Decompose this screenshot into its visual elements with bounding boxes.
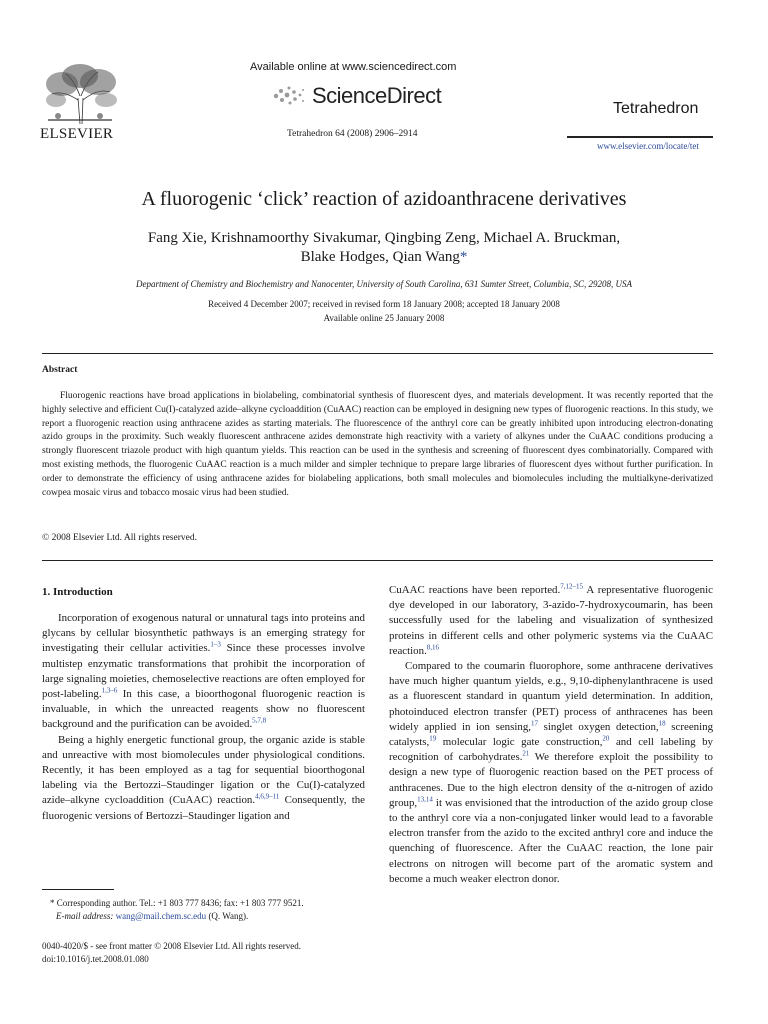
citation-ref[interactable]: 20 [602,734,610,743]
intro-paragraph-2: Being a highly energetic functional group, the organic azide is stable and unreactive with most biomolecules under physiological conditions. Recently, it has been employed as a tag for sequential bioorthogonal labeling via the Bertozzi–Staudinger ligation or the Cu(I)-catalyzed azide–alkyne cycloaddition (CuAAC) reaction.$^{4,6,9-11}$ Consequently, the fluorogenic versions of Bertozzi–Staudinger ligation and [42,733,365,822]
sciencedirect-wordmark: ScienceDirect [312,83,442,108]
publisher-name: ELSEVIER [40,126,114,142]
received-dates: Received 4 December 2007; received in revised form 18 January 2008; accepted 18 January 2008 [208,299,560,309]
sciencedirect-dots-icon [272,85,306,107]
sciencedirect-logo[interactable] [272,83,441,109]
citation-ref[interactable]: 13,14 [417,795,433,804]
citation-ref[interactable]: 8,16 [426,643,440,652]
citation-ref[interactable]: 18 [658,719,666,728]
citation-ref[interactable]: 19 [429,734,437,743]
email-line [42,910,372,923]
available-online-text: Available online at www.sciencedirect.com [250,61,457,73]
citation-ref[interactable]: 21 [522,749,530,758]
abstract-bottom-rule [42,560,713,561]
intro-paragraph-3: CuAAC reactions have been reported.$^{7,12-15}$ A representative fluorogenic dye developed in our laboratory, 3-azido-7-hydroxycoumarin, has been successfully used for the labeling and visualization of synthesized proteins in different cells and other polymeric systems via the CuAAC reaction.$^{8,16}$ [389,582,713,657]
abstract-top-rule [42,353,713,354]
journal-citation: Tetrahedron 64 (2008) 2906–2914 [287,129,418,139]
email-owner: (Q. Wang). [206,911,249,921]
corresponding-author-mark[interactable]: * [459,249,468,265]
citation-ref[interactable]: 7,12–15 [560,582,583,591]
authors-line-1: Fang Xie, Krishnamoorthy Sivakumar, Qingbing Zeng, Michael A. Bruckman, [147,230,621,246]
intro-paragraph-1: Incorporation of exogenous natural or unnatural tags into proteins and glycans by cellular biosynthetic pathways is an emerging strategy for investigating their cellular activities.$^{1-3}$ Since these processes involve multistep enzymatic transformations that prohibit the incorporation of large signaling moieties, chemoselective reactions are often employed for post-labeling.$^{1,3-6}$ In this case, a bioorthogonal fluorogenic reaction is invaluable, in which the unreacted reagents show no fluorescent background and the purification can be avoided.$^{5,7,8}$ [42,612,365,731]
author-affiliation: Department of Chemistry and Biochemistry and Nanocenter, University of South Carolina, 631 Sumter Street, Columbia, SC, 29208, USA [135,279,633,289]
available-online-date: Available online 25 January 2008 [323,313,445,323]
elsevier-tree-logo [38,60,122,126]
abstract-heading: Abstract [42,365,78,375]
abstract-body: Fluorogenic reactions have broad applications in biolabeling, combinatorial synthesis of fluorescent dyes, and materials development. It was recently reported that the highly selective and efficient Cu(I)-catalyzed azide–alkyne cycloaddition (CuAAC) reaction can be employed in designing new types of fluorogenic reactions. In this study, we report a fluorogenic reaction using anthracene azides as starting materials. The fluorescence of the anthryl core can be greatly inhibited upon introducing electron-donating azido groups in the proximity. Such weakly fluorescent anthracene azides demonstrate high reactivity with a variety of alkynes under the CuAAC conditions producing a strongly fluorescent triazole product with high quantum yields. This reaction can be used in the synthesis and screening of fluorescent dyes combinatorially. Compared with most existing methods, the fluorogenic CuAAC reaction is a much milder and simpler technique to prepare large libraries of fluorescent dyes without further purification. In order to demonstrate the efficiency of using anthracene azides for biolabeling applications, both small molecules and biomolecules including the multialkyne-derivatized cowpea mosaic virus and tobacco mosaic virus had been studied. [42,391,713,498]
intro-paragraph-4: Compared to the coumarin fluorophore, some anthracene derivatives have much higher quantum yields, e.g., 9,10-diphenylanthracene is used as a fluorescent standard in quantum yield determination. In addition, photoinduced electron transfer (PET) process of anthracenes has been widely applied in ion sensing,$^{17}$ singlet oxygen detection,$^{18}$ screening catalysts,$^{19}$ molecular logic gate construction,$^{20}$ and cell labeling by recognition of carbohydrates.$^{21}$ We therefore exploit the possibility to design a new type of fluorogenic reaction based on the PET process of anthracenes. Due to the high electron density of the α-nitrogen of azido group,$^{13,14}$ it was envisioned that the introduction of the azido group close to the anthryl core via a non-conjugated linker would lead to a favorable electron transfer from the azido to the excited anthryl core and induce the quenching of fluorescence. After the CuAAC reaction, the lone pair electrons on nitrogen will become part of the aromatic system and become a much weaker electron donor. [389,660,714,885]
left-column [42,611,365,824]
journal-name: Tetrahedron [613,100,699,117]
citation-ref[interactable]: 5,7,8 [252,716,267,725]
citation-ref[interactable]: 1,3–6 [101,686,118,695]
corresponding-author-contact: * Corresponding author. Tel.: +1 803 777 8436; fax: +1 803 777 9521. [50,898,304,908]
journal-rule [567,136,713,138]
abstract-copyright: © 2008 Elsevier Ltd. All rights reserved. [42,533,197,543]
footnote-rule [42,889,114,890]
corresponding-author-footnote [42,897,372,923]
article-title: A fluorogenic ‘click’ reaction of azidoanthracene derivatives [141,188,627,210]
doi-line[interactable]: doi:10.1016/j.tet.2008.01.080 [42,954,149,964]
issn-line: 0040-4020/$ - see front matter © 2008 Elsevier Ltd. All rights reserved. [42,941,302,951]
authors-line-2 [0,249,768,266]
authors-line-2-text: Blake Hodges, Qian Wang [300,249,460,265]
right-column [389,583,713,887]
section-heading-introduction: 1. Introduction [42,586,113,598]
citation-ref[interactable]: 1–3 [210,640,221,649]
citation-ref[interactable]: 4,6,9–11 [255,792,280,801]
journal-url-link[interactable]: www.elsevier.com/locate/tet [597,141,699,151]
email-link[interactable]: wang@mail.chem.sc.edu [115,911,207,921]
email-label: E-mail address: [56,911,114,921]
page-footer [42,940,301,966]
citation-ref[interactable]: 17 [531,719,539,728]
